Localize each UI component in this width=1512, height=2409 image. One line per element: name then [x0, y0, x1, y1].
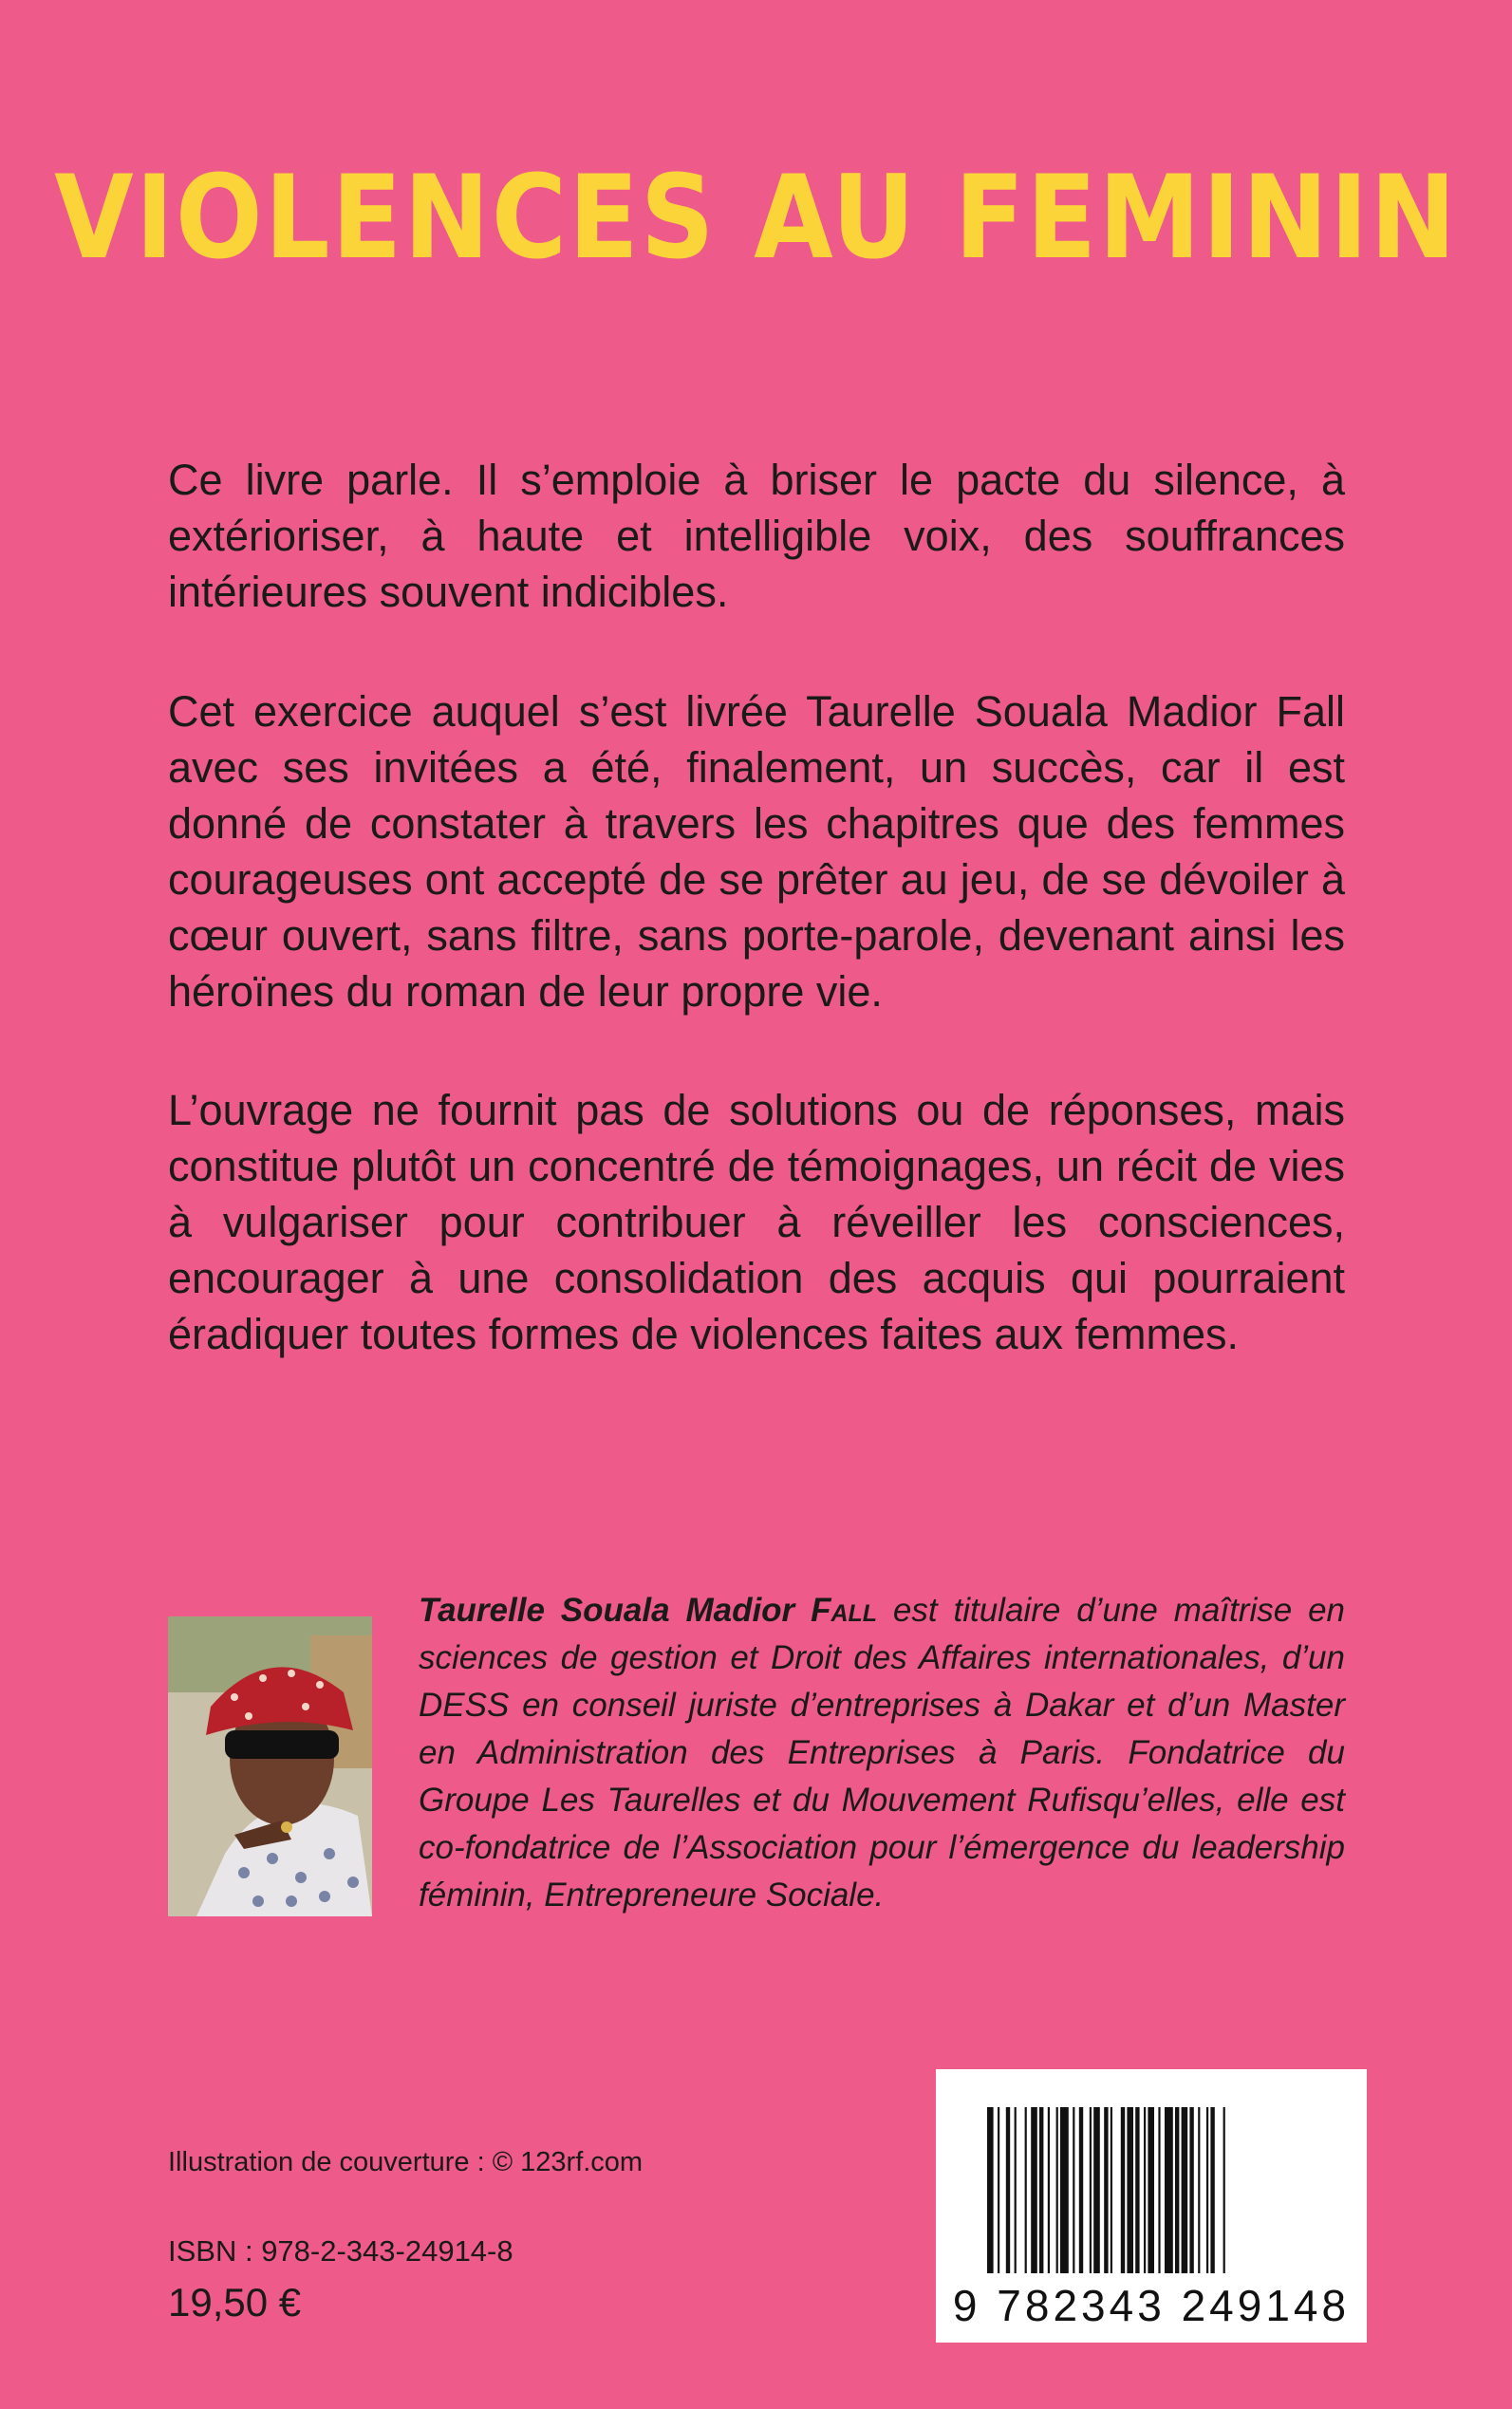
author-bio-text: est titulaire d’une maîtrise en sciences de gestion et Droit des Affaires internationales, d’un DESS en conseil juriste d’entreprises à Dakar et d’un Master en Administration des Entreprises à Paris. Fondatrice du Groupe Les Taurelles et du Mouvement Rufisqu’elles, elle est co-fondatrice de l’Association pour l’émergence du leadership féminin, Entrepreneure Sociale. [419, 1592, 1345, 1914]
barcode-bar [1025, 2107, 1027, 2273]
barcode-bar [1127, 2107, 1133, 2273]
summary-paragraph-2: Cet exercice auquel s’est livrée Taurelle Souala Madior Fall avec ses invitées a été, finalement, un succès, car il est donné de constater à travers les chapitres que des femmes courageuses ont accepté de se prêter au jeu, de se dévoiler à cœur ouvert, sans filtre, sans porte-parole, devenant ainsi les héroïnes du roman de leur propre vie. [168, 687, 1345, 1016]
isbn: ISBN : 978-2-343-24914-8 [168, 2234, 513, 2268]
summary-paragraph-3: L’ouvrage ne fournit pas de solutions ou de réponses, mais constitue plutôt un concentré de témoignages, un récit de vies à vulgariser pour contribuer à réveiller les consciences, encourager à une consolidation des acquis qui pourraient éradiquer toutes formes de violences faites aux femmes. [168, 1086, 1345, 1358]
barcode-bar [998, 2107, 999, 2273]
author-photo [168, 1616, 372, 1916]
barcode-bar [1182, 2107, 1188, 2273]
barcode-bar [1048, 2107, 1050, 2273]
author-bio [419, 1587, 1345, 1919]
barcode-bar [1104, 2107, 1108, 2273]
barcode-bar [1093, 2107, 1100, 2273]
barcode-bar [1175, 2107, 1179, 2273]
barcode-bar [1223, 2107, 1225, 2273]
barcode-bar [1039, 2107, 1043, 2273]
barcode-bar [1056, 2107, 1058, 2273]
barcode-bar [1189, 2107, 1193, 2273]
author-name-last: Fall [811, 1592, 878, 1629]
barcode-bar [1015, 2107, 1017, 2273]
barcode-bar [1148, 2107, 1154, 2273]
barcode-bar [1079, 2107, 1083, 2273]
barcode-number: 9 782343 249148 [952, 2281, 1351, 2330]
barcode-bar [1135, 2107, 1139, 2273]
barcode-bar [1073, 2107, 1074, 2273]
barcode-bar [1165, 2107, 1173, 2273]
barcode-bar [1210, 2107, 1214, 2273]
barcode [936, 2069, 1367, 2343]
book-title: VIOLENCES AU FEMININ [54, 152, 1458, 285]
author-name-first: Taurelle Souala Madior [419, 1592, 812, 1629]
barcode-bar [1111, 2107, 1112, 2273]
barcode-bar [1090, 2107, 1092, 2273]
summary-paragraph-1: Ce livre parle. Il s’emploie à briser le pacte du silence, à extérioriser, à haute et intelligible voix, des souffrances intérieures souvent indicibles. [168, 456, 1345, 616]
barcode-bar [1060, 2107, 1069, 2273]
barcode-bar [1198, 2107, 1200, 2273]
barcode-bar [1206, 2107, 1208, 2273]
barcode-bar [987, 2107, 994, 2273]
cover-credit: Illustration de couverture : © 123rf.com [168, 2147, 644, 2177]
barcode-bar [1158, 2107, 1160, 2273]
barcode-bar [1144, 2107, 1146, 2273]
barcode-bar [1031, 2107, 1037, 2273]
barcode-bar [1121, 2107, 1125, 2273]
price: 19,50 € [168, 2280, 302, 2325]
barcode-bar [1006, 2107, 1010, 2273]
